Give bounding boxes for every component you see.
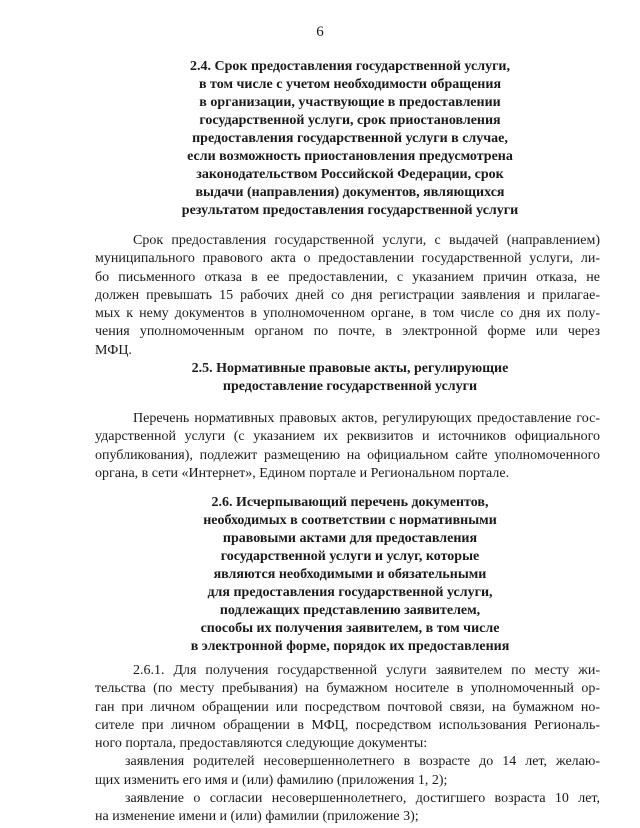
paragraph-line: должен превышать 15 рабочих дней со дня регистрации заявления и прилагае- (95, 287, 600, 303)
section-2-4-paragraph (95, 232, 600, 360)
heading-line: подлежащих представлению заявителем, (219, 603, 481, 618)
heading-line: 2.6. Исчерпывающий перечень документов, (211, 495, 489, 510)
heading-line: необходимых в соответствии с нормативными (203, 513, 497, 528)
paragraph-line: МФЦ. (95, 342, 132, 358)
paragraph-line: органа, в сети «Интернет», Едином портале и Региональном портале. (95, 465, 510, 481)
paragraph-line: Перечень нормативных правовых актов, регулирующих предоставление гос- (133, 411, 600, 426)
section-2-5-paragraph (95, 410, 600, 483)
paragraph-line: опубликования), подлежит размещению на официальном сайте уполномоченного (95, 447, 600, 463)
paragraph-line: бо письменного отказа в ее предоставлении, с указанием причин отказа, не (95, 269, 600, 285)
paragraph-line: сителе при личном обращении в МФЦ, посредством использования Региональ- (95, 717, 600, 733)
paragraph-line: чения уполномоченным органом по почте, в электронной форме или через (95, 324, 600, 340)
paragraph-line: ударственной услуги (с указанием их реквизитов и источников официального (95, 429, 600, 445)
heading-line: в электронной форме, порядок их предоставления (190, 639, 510, 654)
heading-line: правовыми актами для предоставления (222, 531, 478, 546)
heading-line: результатом предоставления государственной услуги (181, 203, 519, 218)
paragraph-line: тельства (по месту пребывания) на бумажном носителе в уполномоченный ор- (95, 681, 600, 697)
heading-line: в организации, участвующие в предоставлении (199, 95, 501, 110)
heading-line: в том числе с учетом необходимости обращения (198, 77, 502, 92)
heading-line: если возможность приостановления предусмотрена (187, 149, 513, 164)
paragraph-line: на изменение имени и (или) фамилии (приложение 3); (95, 809, 419, 825)
paragraph-line: Срок предоставления государственной услуги, с выдачей (направлением) (133, 233, 600, 248)
heading-line: выдачи (направления) документов, являющихся (195, 185, 505, 200)
heading-line: государственной услуги, срок приостановления (199, 113, 501, 128)
paragraph-line: мых к нему документов в уполномоченном органе, в том числе со дня их полу- (95, 306, 600, 322)
paragraph-line: ного портала, предоставляются следующие документы: (95, 736, 428, 752)
heading-line: способы их получения заявителем, в том числе (200, 621, 500, 636)
paragraph-line: 2.6.1. Для получения государственной услуги заявителем по месту жи- (133, 663, 600, 678)
heading-line: для предоставления государственной услуги, (207, 585, 493, 600)
heading-line: являются необходимыми и обязательными (213, 567, 487, 582)
heading-line: государственной услуги и услуг, которые (220, 549, 480, 564)
paragraph-line: щих изменить его имя и (или) фамилию (приложения 1, 2); (95, 772, 448, 788)
page-number: 6 (316, 24, 324, 40)
heading-line: предоставление государственной услуги (222, 379, 478, 394)
section-2-4-heading (90, 58, 610, 220)
heading-line: 2.5. Нормативные правовые акты, регулирующие (191, 361, 509, 376)
paragraph-line: заявление о согласии несовершеннолетнего, достигшего возраста 10 лет, (125, 791, 600, 807)
heading-line: 2.4. Срок предоставления государственной услуги, (190, 59, 510, 74)
heading-line: законодательством Российской Федерации, срок (196, 167, 504, 182)
section-2-6-paragraph (95, 662, 600, 827)
paragraph-line: ган при личном обращении или посредством почтовой связи, на бумажном но- (95, 699, 600, 715)
heading-line: предоставления государственной услуги в случае, (192, 131, 508, 146)
section-2-5-heading (90, 360, 610, 396)
paragraph-line: муниципального правового акта о предоставлении государственной услуги, ли- (95, 251, 600, 267)
section-2-6-heading (90, 494, 610, 656)
paragraph-line: заявления родителей несовершеннолетнего в возрасте до 14 лет, желаю- (125, 754, 600, 770)
